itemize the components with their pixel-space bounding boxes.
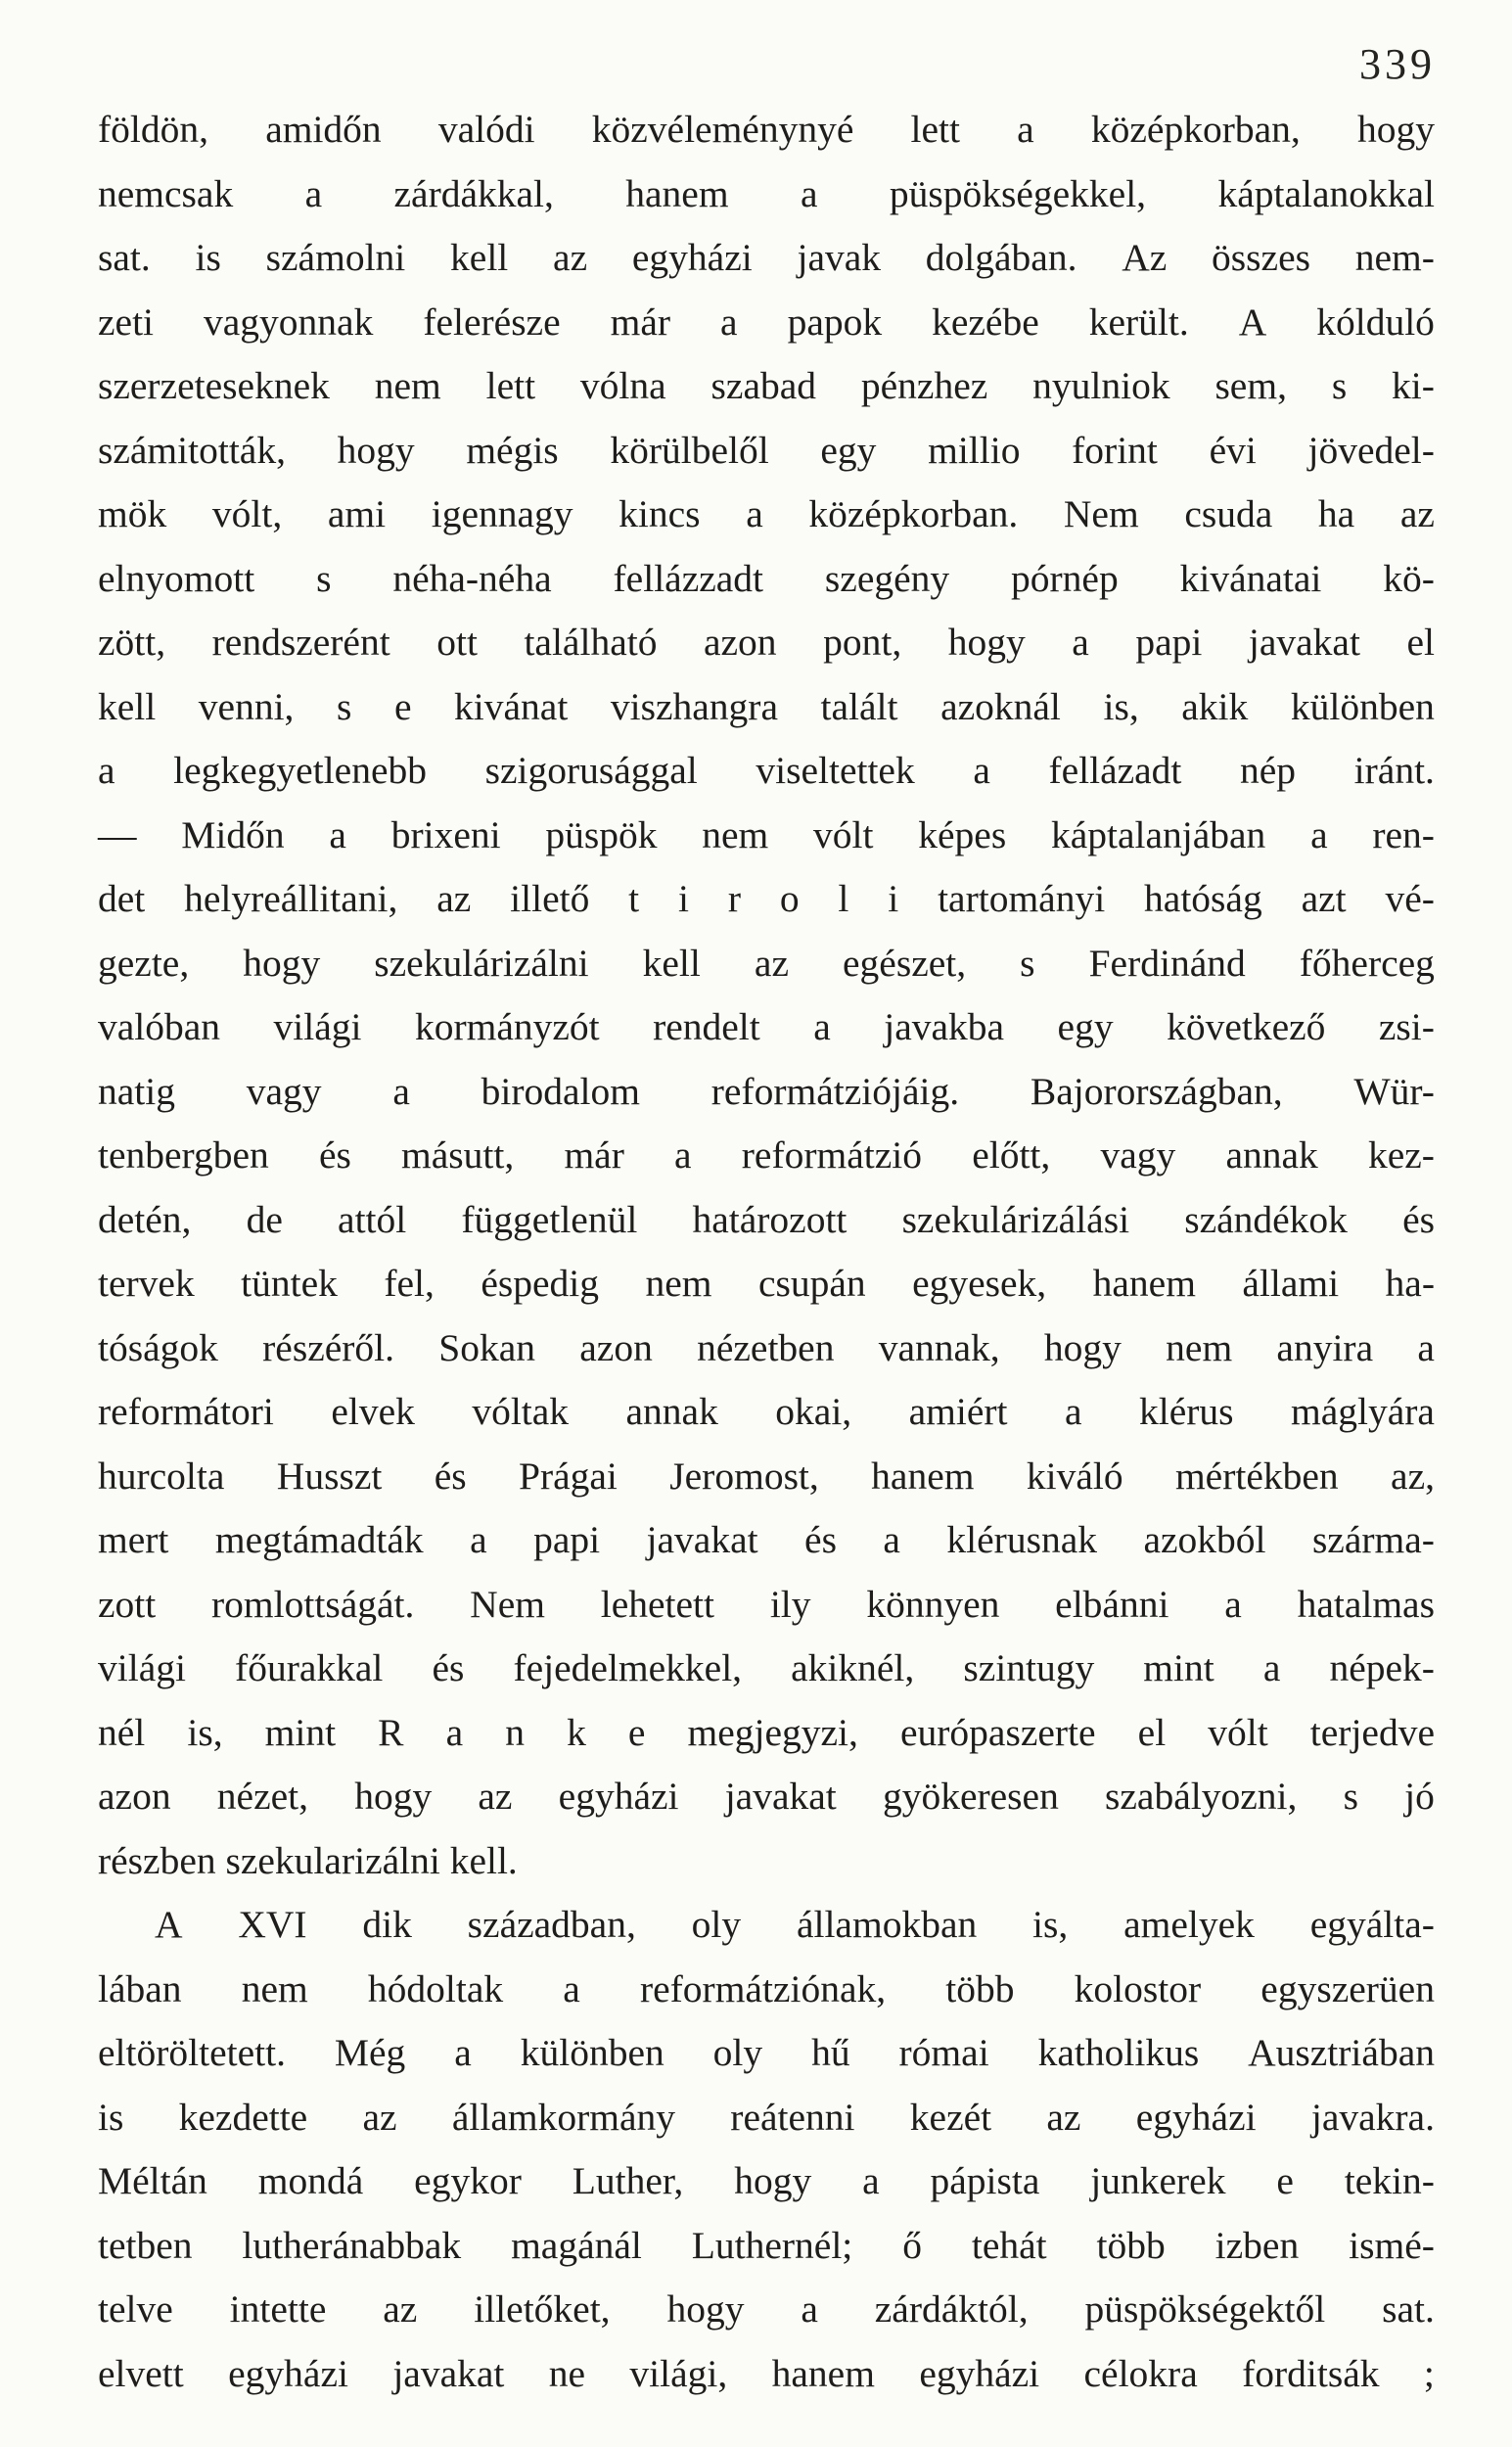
text-line: A XVI dik században, oly államokban is, amelyek egyálta- xyxy=(155,1903,1435,1946)
text-line: tervek tüntek fel, éspedig nem csupán egyesek, hanem állami ha- xyxy=(98,1262,1435,1305)
text-line: mert megtámadták a papi javakat és a klérusnak azokból szárma- xyxy=(98,1518,1435,1561)
text-line: zeti vagyonnak felerésze már a papok kezébe került. A kólduló xyxy=(98,300,1435,344)
text-line: nemcsak a zárdákkal, hanem a püspökségekkel, káptalanokkal xyxy=(98,171,1435,215)
text-line: világi főurakkal és fejedelmekkel, akiknél, szintugy mint a népek- xyxy=(98,1646,1435,1689)
text-line: számitották, hogy mégis körülbelől egy millio forint évi jövedel- xyxy=(98,428,1435,472)
page-number: 339 xyxy=(1359,40,1436,88)
text-line: nél is, mint R a n k e megjegyzi, európaszerte el vólt terjedve xyxy=(98,1710,1435,1754)
text-line: eltöröltetett. Még a különben oly hű római katholikus Ausztriában xyxy=(98,2031,1435,2074)
text-line: lában nem hódoltak a reformátziónak, több kolostor egyszerüen xyxy=(98,1966,1435,2010)
text-line: is kezdette az államkormány reátenni kezét az egyházi javakra. xyxy=(98,2095,1435,2139)
text-line: Méltán mondá egykor Luther, hogy a pápista junkerek e tekin- xyxy=(98,2159,1435,2202)
text-line: natig vagy a birodalom reformátziójáig. Bajorországban, Wür- xyxy=(98,1069,1435,1113)
text-line: sat. is számolni kell az egyházi javak dolgában. Az összes nem- xyxy=(98,236,1435,279)
text-line: valóban világi kormányzót rendelt a javakba egy következő zsi- xyxy=(98,1005,1435,1048)
text-line: elnyomott s néha-néha fellázzadt szegény pórnép kivánatai kö- xyxy=(98,556,1435,600)
text-line: elvett egyházi javakat ne világi, hanem egyházi célokra forditsák ; xyxy=(98,2351,1435,2395)
text-line: telve intette az illetőket, hogy a zárdáktól, püspökségektől sat. xyxy=(98,2287,1435,2331)
text-line: tenbergben és másutt, már a reformátzió előtt, vagy annak kez- xyxy=(98,1133,1435,1177)
text-line: tetben lutheránabbak magánál Luthernél; ő tehát több izben ismé- xyxy=(98,2223,1435,2267)
text-line: tóságok részéről. Sokan azon nézetben vannak, hogy nem anyira a xyxy=(98,1325,1435,1369)
text-block xyxy=(98,98,1435,2406)
text-line: reformátori elvek vóltak annak okai, amiért a klérus máglyára xyxy=(98,1390,1435,1433)
text-line: részben szekularizálni kell. xyxy=(98,1838,518,1882)
text-line: gezte, hogy szekulárizálni kell az egészet, s Ferdinánd főherceg xyxy=(98,941,1435,985)
text-line: — Midőn a brixeni püspök nem vólt képes káptalanjában a ren- xyxy=(98,812,1435,856)
text-line: szerzeteseknek nem lett vólna szabad pénzhez nyulniok sem, s ki- xyxy=(98,364,1435,407)
text-line: hurcolta Husszt és Prágai Jeromost, hanem kiváló mértékben az, xyxy=(98,1454,1435,1498)
text-line: zott romlottságát. Nem lehetett ily könnyen elbánni a hatalmas xyxy=(98,1582,1435,1626)
text-line: mök vólt, ami igennagy kincs a középkorban. Nem csuda ha az xyxy=(98,492,1435,535)
text-line: azon nézet, hogy az egyházi javakat gyökeresen szabályozni, s jó xyxy=(98,1775,1435,1818)
text-line: kell venni, s e kivánat viszhangra talált azoknál is, akik különben xyxy=(98,684,1435,728)
text-line: det helyreállitani, az illető t i r o l i tartományi hatóság azt vé- xyxy=(98,877,1435,920)
text-line: a legkegyetlenebb szigorusággal viseltettek a fellázadt nép iránt. xyxy=(98,749,1435,792)
text-line: földön, amidőn valódi közvéleménynyé lett a középkorban, hogy xyxy=(98,108,1435,151)
text-line: zött, rendszerént ott található azon pont, hogy a papi javakat el xyxy=(98,621,1435,664)
text-line: detén, de attól függetlenül határozott szekulárizálási szándékok és xyxy=(98,1197,1435,1241)
